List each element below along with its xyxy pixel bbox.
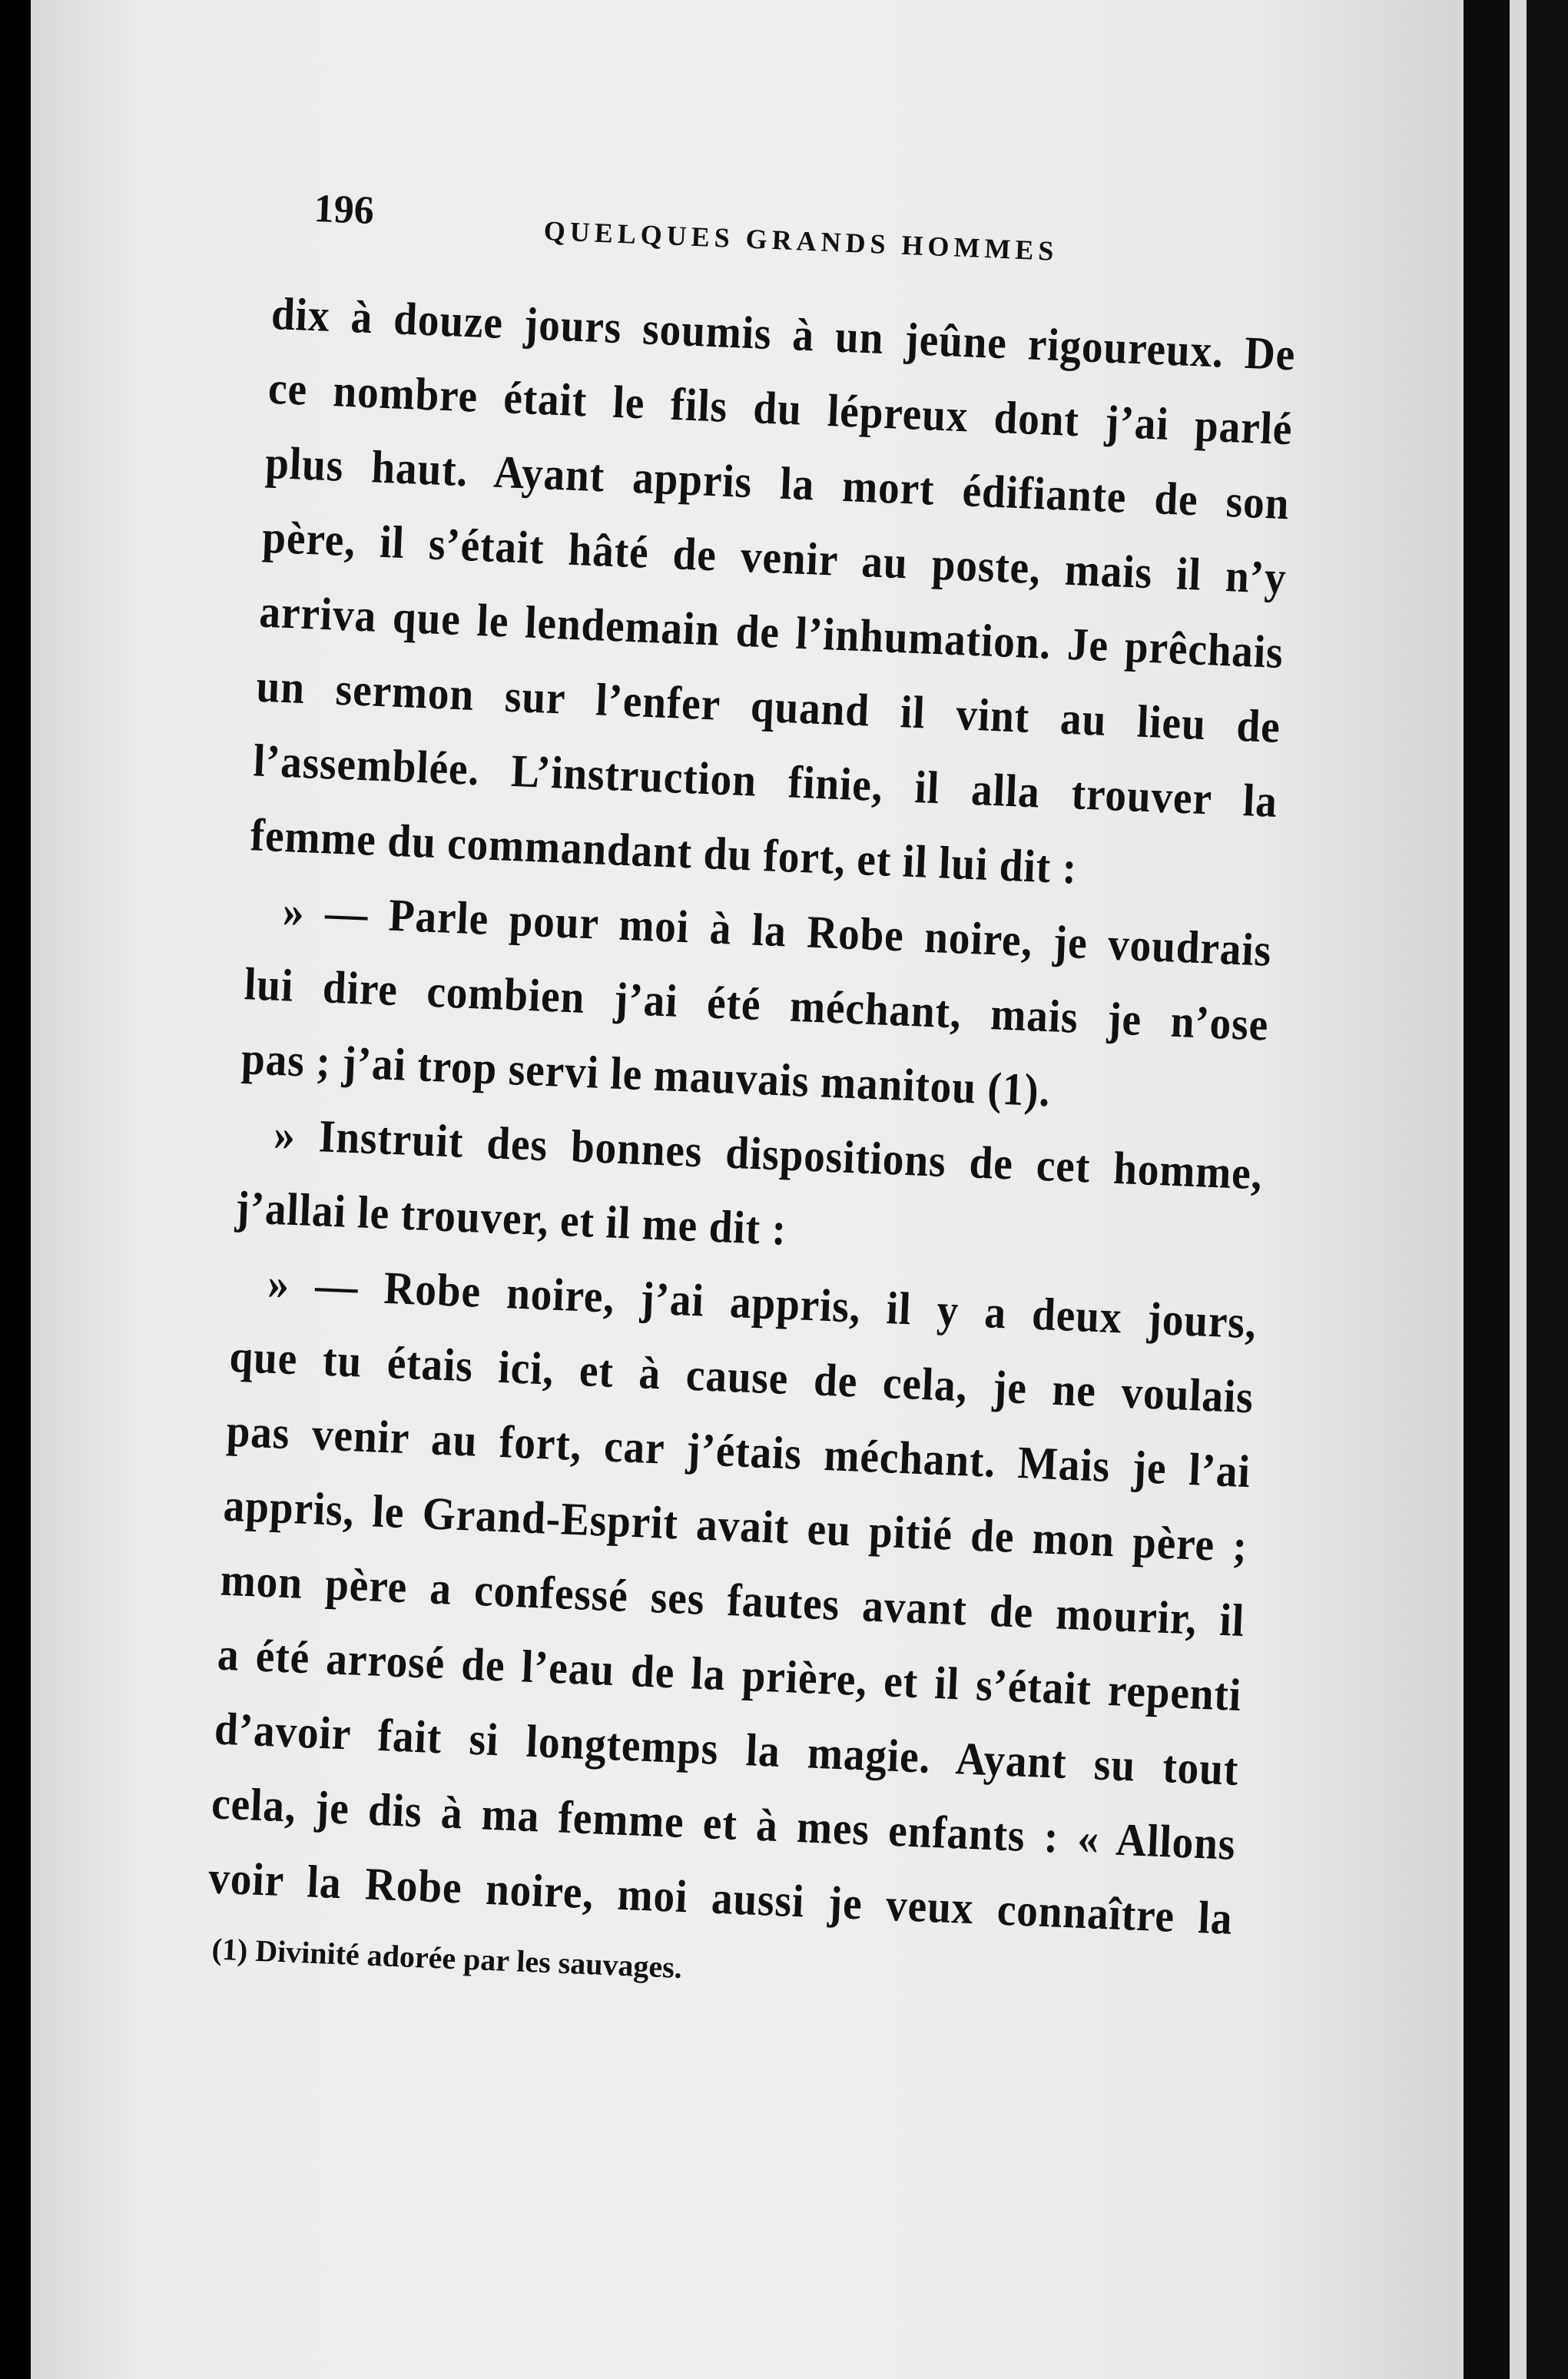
text-line: un sermon sur l’enfer quand il vint au lieu de bbox=[255, 660, 1282, 752]
text-line: arriva que le lendemain de l’inhumation. Je prêchais bbox=[258, 586, 1285, 679]
text-line: d’avoir fait si longtemps la magie. Ayant su tout bbox=[213, 1703, 1240, 1795]
text-line: » — Robe noire, j’ai appris, il y a deux jours, bbox=[267, 1257, 1258, 1349]
text-line: » Instruit des bonnes dispositions de cet homme, bbox=[273, 1108, 1264, 1199]
page-number: 196 bbox=[313, 187, 375, 234]
page-text-block bbox=[205, 184, 1336, 2009]
text-line: a été arrosé de l’eau de la prière, et il s’était repenti bbox=[216, 1628, 1243, 1720]
scan-border-light bbox=[1510, 0, 1527, 2379]
text-line: plus haut. Ayant appris la mort édifiante de son bbox=[264, 436, 1291, 529]
text-line: » — Parle pour moi à la Robe noire, je voudrais bbox=[281, 885, 1273, 976]
scan-border-dark bbox=[1464, 0, 1510, 2379]
text-line: que tu étais ici, et à cause de cela, je ne voulais bbox=[228, 1330, 1255, 1423]
text-line: appris, le Grand-Esprit avait eu pitié de mon père ; bbox=[222, 1479, 1249, 1572]
text-line: pas ; j’ai trop servi le mauvais manitou (1). bbox=[240, 1033, 1052, 1117]
text-line: femme du commandant du fort, et il lui dit : bbox=[249, 809, 1079, 894]
text-line: dix à douze jours soumis à un jeûne rigoureux. De bbox=[270, 287, 1297, 380]
text-line: mon père a confessé ses fautes avant de mourir, il bbox=[219, 1554, 1246, 1647]
scan-border-edge bbox=[1527, 0, 1568, 2379]
text-line: ce nombre était le fils du lépreux dont j’ai parlé bbox=[267, 362, 1294, 455]
text-line: l’assemblée. L’instruction finie, il alla trouver la bbox=[252, 735, 1279, 827]
text-line: cela, je dis à ma femme et à mes enfants : « Allons bbox=[211, 1777, 1237, 1870]
text-line: père, il s’était hâté de venir au poste, mais il n’y bbox=[261, 511, 1288, 604]
text-line: voir la Robe noire, moi aussi je veux connaître la bbox=[207, 1852, 1234, 1944]
footnote: (1) Divinité adorée par les sauvages. bbox=[211, 1931, 683, 1986]
book-page bbox=[31, 0, 1475, 2379]
text-line: pas venir au fort, car j’étais méchant. Mais je l’ai bbox=[225, 1405, 1252, 1498]
text-line: lui dire combien j’ai été méchant, mais je n’ose bbox=[243, 958, 1270, 1050]
text-line: j’allai le trouver, et il me dit : bbox=[234, 1181, 788, 1255]
body-text bbox=[207, 277, 1333, 1958]
running-head-title: QUELQUES GRANDS HOMMES bbox=[543, 215, 1059, 267]
